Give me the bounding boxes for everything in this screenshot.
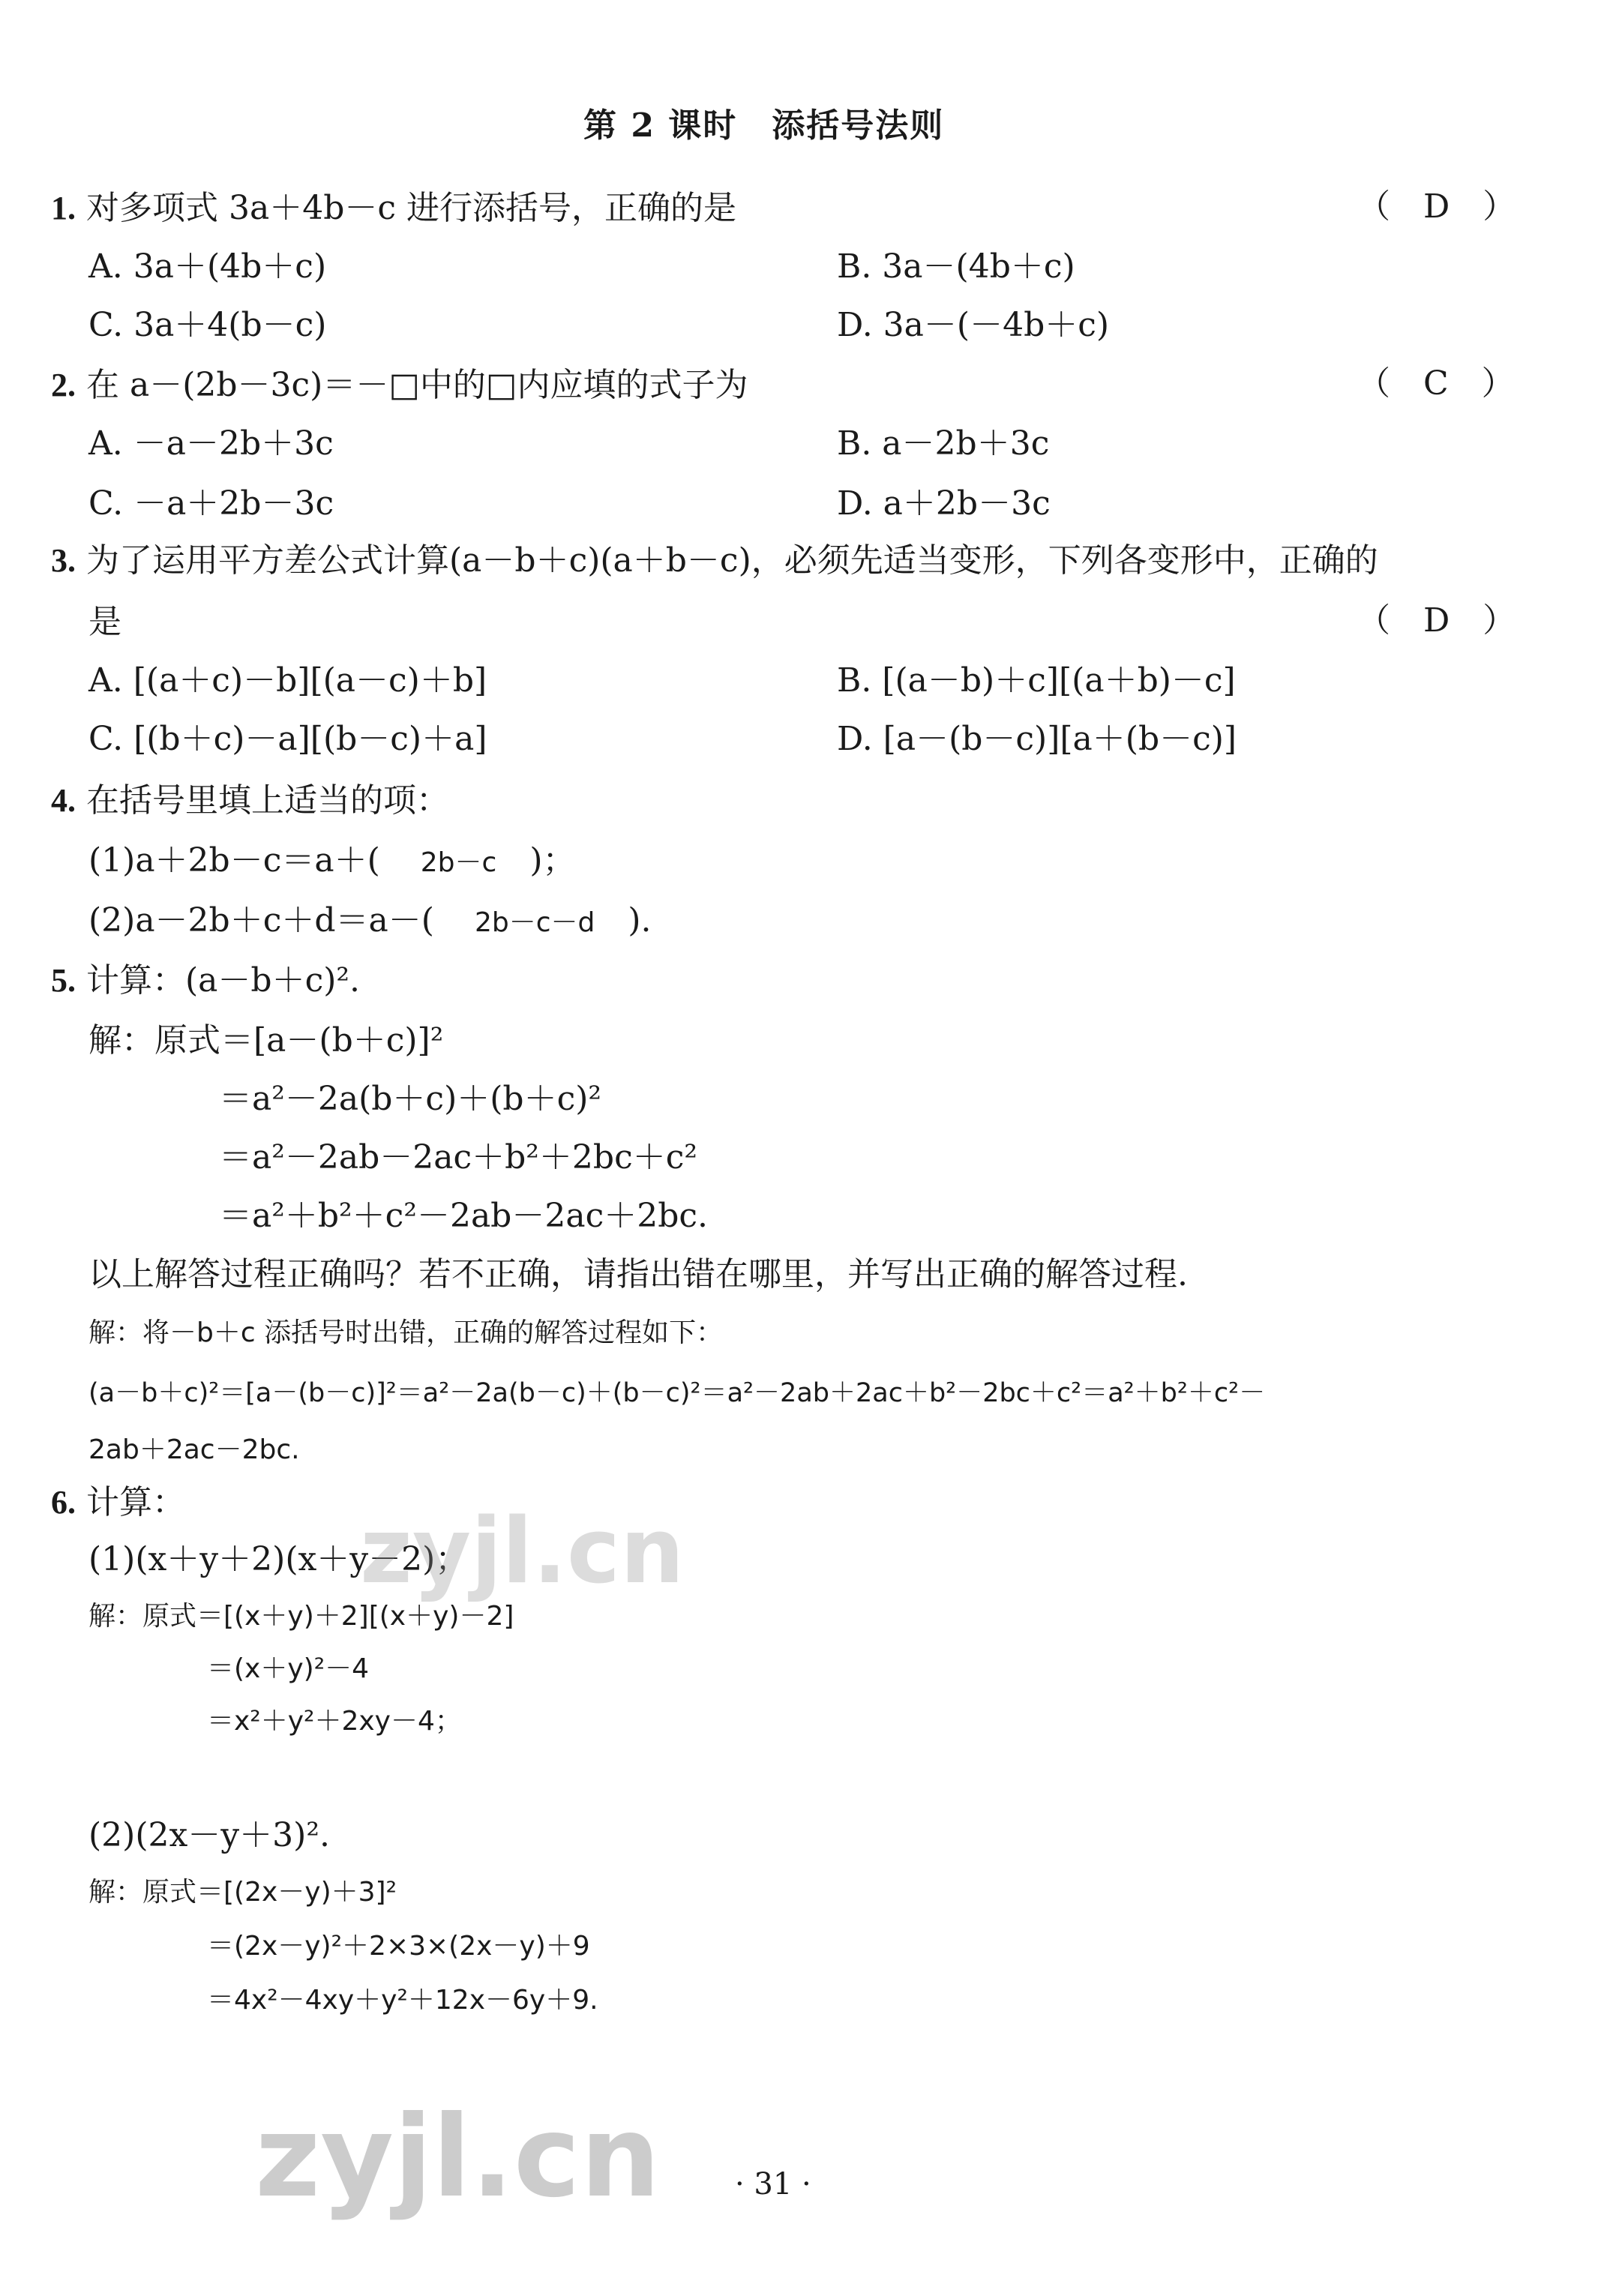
- question-number: 6.: [51, 1484, 76, 1521]
- question-6: [51, 1482, 185, 1524]
- handwritten-answer: 解：原式＝[(2x－y)＋3]²: [88, 1877, 397, 1908]
- question-text: 以上解答过程正确吗？若不正确，请指出错在哪里，并写出正确的解答过程.: [88, 1255, 1188, 1293]
- option-a: A. －a－2b＋3c: [88, 424, 334, 463]
- option-b: B. 3a－(4b＋c): [837, 247, 1075, 286]
- solution-line: ＝a²－2a(b＋c)＋(b＋c)²: [219, 1080, 602, 1118]
- fill-blank-1: [88, 840, 576, 884]
- option-c: C. [(b＋c)－a][(b－c)＋a]: [88, 720, 487, 758]
- handwritten-answer: ＝4x²－4xy＋y²＋12x－6y＋9.: [207, 1985, 598, 2016]
- page-number: · 31 ·: [735, 2167, 811, 2202]
- option-d: D. [a－(b－c)][a＋(b－c)]: [837, 720, 1237, 758]
- handwritten-answer: ＝(x＋y)²－4: [207, 1653, 370, 1684]
- question-number: 3.: [51, 542, 76, 579]
- filled-answer: 2b－c－d: [474, 907, 595, 938]
- handwritten-answer: ＝(2x－y)²＋2×3×(2x－y)＋9: [207, 1931, 590, 1962]
- solution-line: ＝a²－2ab－2ac＋b²＋2bc＋c²: [219, 1138, 698, 1176]
- question-5: [51, 960, 360, 1002]
- blank-suffix: ).: [628, 901, 652, 940]
- question-number: 2.: [51, 367, 76, 403]
- watermark: zyjl.cn: [255, 2092, 661, 2223]
- question-stem-cont: 是: [88, 603, 121, 641]
- question-stem: 计算：(a－b＋c)².: [86, 961, 360, 1000]
- sub-question-2: (2)(2x－y＋3)².: [88, 1816, 330, 1854]
- option-a: A. [(a＋c)－b][(a－c)＋b]: [88, 661, 487, 700]
- question-stem: 在 a－(2b－3c)＝－□中的□内应填的式子为: [86, 366, 748, 404]
- filled-answer: 2b－c: [420, 847, 497, 878]
- solution-line: ＝a²＋b²＋c²－2ab－2ac＋2bc.: [219, 1197, 709, 1235]
- handwritten-answer: 解：原式＝[(x＋y)＋2][(x＋y)－2]: [88, 1601, 514, 1632]
- option-a: A. 3a＋(4b＋c): [88, 247, 327, 286]
- question-number: 5.: [51, 962, 76, 999]
- question-stem: 在括号里填上适当的项：: [86, 781, 449, 820]
- sub-question-1: (1)(x＋y＋2)(x＋y－2)；: [88, 1540, 469, 1578]
- answer-bracket: （ D ）: [1357, 601, 1516, 640]
- question-stem: 对多项式 3a＋4b－c 进行添括号，正确的是: [86, 189, 737, 227]
- question-number: 4.: [51, 782, 76, 819]
- question-4: [51, 780, 449, 822]
- watermark: zyjl.cn: [360, 1500, 685, 1604]
- answer-bracket: （ C ）: [1357, 364, 1515, 403]
- option-b: B. [(a－b)＋c][(a＋b)－c]: [837, 661, 1236, 700]
- option-b: B. a－2b＋3c: [837, 424, 1050, 463]
- page-title: 第 2 课时 添括号法则: [583, 106, 945, 145]
- question-stem: 计算：: [86, 1483, 185, 1521]
- option-d: D. a＋2b－3c: [837, 484, 1051, 523]
- option-d: D. 3a－(－4b＋c): [837, 306, 1110, 344]
- question-2: [51, 364, 748, 406]
- question-stem: 为了运用平方差公式计算(a－b＋c)(a＋b－c)，必须先适当变形，下列各变形中，正确的: [86, 541, 1378, 580]
- handwritten-answer: 解：将－b＋c 添括号时出错，正确的解答过程如下：: [88, 1317, 724, 1348]
- blank-suffix: )；: [529, 841, 576, 880]
- blank-prefix: (2)a－2b＋c＋d＝a－(: [88, 901, 434, 940]
- option-c: C. －a＋2b－3c: [88, 484, 334, 523]
- handwritten-answer: 2ab＋2ac－2bc.: [88, 1434, 300, 1465]
- question-3: [51, 540, 1378, 582]
- question-number: 1.: [51, 190, 76, 226]
- fill-blank-2: [88, 900, 652, 944]
- solution-line: 解：原式＝[a－(b＋c)]²: [88, 1021, 444, 1060]
- option-c: C. 3a＋4(b－c): [88, 306, 327, 344]
- blank-prefix: (1)a＋2b－c＝a＋(: [88, 841, 380, 880]
- question-1: [51, 187, 736, 229]
- answer-bracket: （ D ）: [1357, 187, 1516, 226]
- handwritten-answer: ＝x²＋y²＋2xy－4；: [207, 1706, 462, 1737]
- handwritten-answer: (a－b＋c)²＝[a－(b－c)]²＝a²－2a(b－c)＋(b－c)²＝a²－2ab＋2ac＋b²－2bc＋c²＝a²＋b²＋c²－: [88, 1378, 1266, 1408]
